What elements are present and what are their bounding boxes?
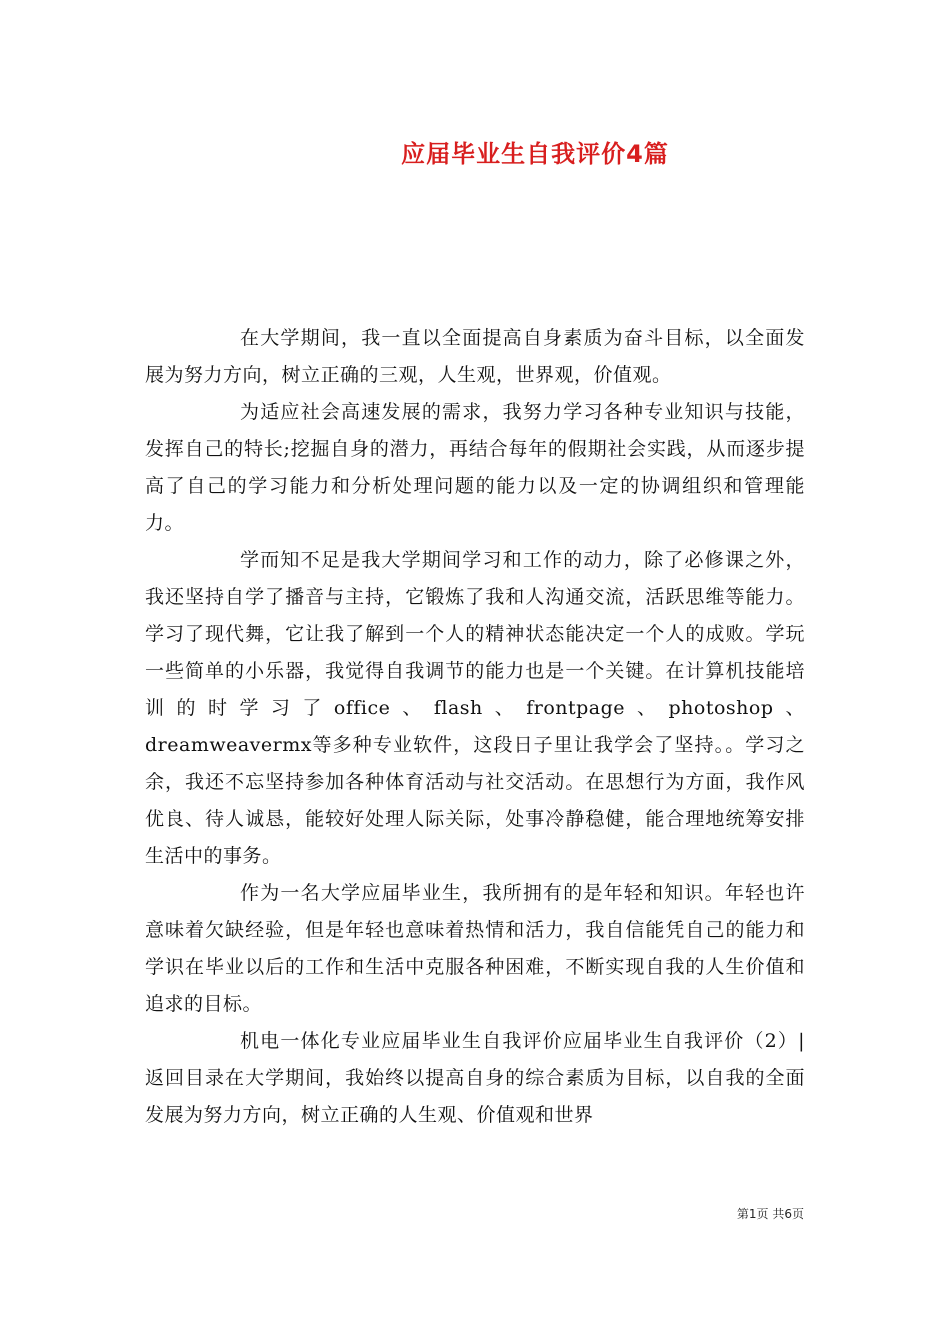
- paragraph: 作为一名大学应届毕业生，我所拥有的是年轻和知识。年轻也许意味着欠缺经验，但是年轻也意味着热情和活力，我自信能凭自己的能力和学识在毕业以后的工作和生活中克服各种困难，不断实现自我的人生价值和追求的目标。: [145, 882, 805, 1015]
- page-number-footer: 第1页 共6页: [736, 1207, 804, 1221]
- document-title: 应届毕业生自我评价4篇: [401, 140, 669, 168]
- document-body: [145, 320, 805, 1134]
- paragraph: 为适应社会高速发展的需求，我努力学习各种专业知识与技能，发挥自己的特长;挖掘自身的潜力，再结合每年的假期社会实践，从而逐步提高了自己的学习能力和分析处理问题的能力以及一定的协调组织和管理能力。: [145, 401, 805, 534]
- paragraph: 在大学期间，我一直以全面提高自身素质为奋斗目标，以全面发展为努力方向，树立正确的三观，人生观，世界观，价值观。: [145, 327, 805, 386]
- paragraph: 机电一体化专业应届毕业生自我评价应届毕业生自我评价（2）|返回目录在大学期间，我始终以提高自身的综合素质为目标，以自我的全面发展为努力方向，树立正确的人生观、价值观和世界: [145, 1030, 805, 1126]
- paragraph: 学而知不足是我大学期间学习和工作的动力，除了必修课之外，我还坚持自学了播音与主持，它锻炼了我和人沟通交流，活跃思维等能力。学习了现代舞，它让我了解到一个人的精神状态能决定一个人的成败。学玩一些简单的小乐器，我觉得自我调节的能力也是一个关键。在计算机技能培训的时学习了office、flash、frontpage、photoshop、dreamweavermx等多种专业软件，这段日子里让我学会了坚持。。学习之余，我还不忘坚持参加各种体育活动与社交活动。在思想行为方面，我作风优良、待人诚恳，能较好处理人际关际，处事冷静稳健，能合理地统筹安排生活中的事务。: [145, 549, 805, 867]
